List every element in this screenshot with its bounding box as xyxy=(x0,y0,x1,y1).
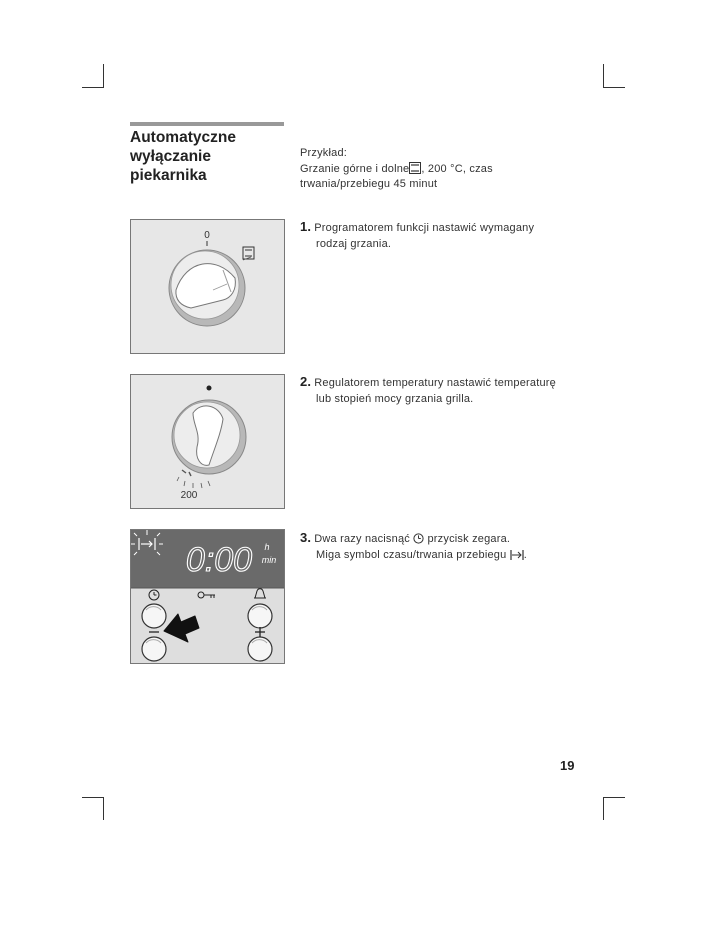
minus-button[interactable] xyxy=(142,637,166,661)
plus-icon xyxy=(255,627,265,637)
temperature-scale-ticks xyxy=(177,477,210,488)
crop-mark-bottom-left-horizontal xyxy=(82,797,104,798)
function-knob-figure xyxy=(130,219,285,354)
crop-mark-top-left-vertical xyxy=(103,64,104,88)
bell-icon xyxy=(254,589,266,598)
indicator-dot xyxy=(207,386,212,391)
step-2: 2. Regulatorem temperatury nastawić temperaturę lub stopień mocy grzania grilla. xyxy=(300,374,556,405)
temperature-knob-illustration xyxy=(131,375,284,508)
key-icon xyxy=(198,592,215,598)
top-bottom-heat-icon xyxy=(409,162,421,174)
title-rule xyxy=(130,122,284,126)
example-block xyxy=(300,146,580,193)
step-number: 3. xyxy=(300,530,312,545)
clock-icon xyxy=(149,590,159,600)
section-title xyxy=(130,128,290,185)
highlight-rays xyxy=(182,470,191,476)
temperature-label: 200 xyxy=(180,490,198,501)
crop-mark-top-left-horizontal xyxy=(82,87,104,88)
crop-mark-top-right-vertical xyxy=(603,64,604,88)
clock-icon xyxy=(413,533,424,544)
crop-mark-bottom-right-vertical xyxy=(603,797,604,820)
duration-icon xyxy=(510,550,524,560)
example-line-1: Grzanie górne i dolne , 200 °C, czas xyxy=(300,162,493,175)
unit-min-label: min xyxy=(261,555,277,565)
step-number: 2. xyxy=(300,374,312,389)
bell-button[interactable] xyxy=(248,604,272,628)
arrow-icon xyxy=(164,614,199,642)
crop-mark-top-right-horizontal xyxy=(603,87,625,88)
temperature-knob-figure xyxy=(130,374,285,509)
crop-mark-bottom-left-vertical xyxy=(103,797,104,820)
page-number: 19 xyxy=(560,758,575,773)
unit-h-label: h xyxy=(264,542,270,552)
clock-button[interactable] xyxy=(142,604,166,628)
section-title-line: piekarnika xyxy=(130,167,207,184)
crop-mark-bottom-right-horizontal xyxy=(603,797,625,798)
step-number: 1. xyxy=(300,219,312,234)
clock-panel-figure xyxy=(130,529,285,664)
clock-panel-illustration xyxy=(131,530,284,663)
plus-button[interactable] xyxy=(248,637,272,661)
section-title-line: Automatyczne xyxy=(130,129,236,146)
section-title-line: wyłączanie xyxy=(130,148,211,165)
zero-mark-label: 0 xyxy=(204,230,210,241)
example-label: Przykład: xyxy=(300,147,348,159)
display-time: 0:00 xyxy=(185,541,253,579)
function-knob-illustration xyxy=(131,220,284,353)
step-1: 1. Programatorem funkcji nastawić wymagany rodzaj grzania. xyxy=(300,219,535,250)
example-line-2: trwania/przebiegu 45 minut xyxy=(300,178,438,190)
step-3: 3. Dwa razy nacisnąć przycisk zegara. Miga symbol czasu/trwania przebiegu . xyxy=(300,530,527,561)
top-bottom-heat-icon xyxy=(243,247,254,259)
